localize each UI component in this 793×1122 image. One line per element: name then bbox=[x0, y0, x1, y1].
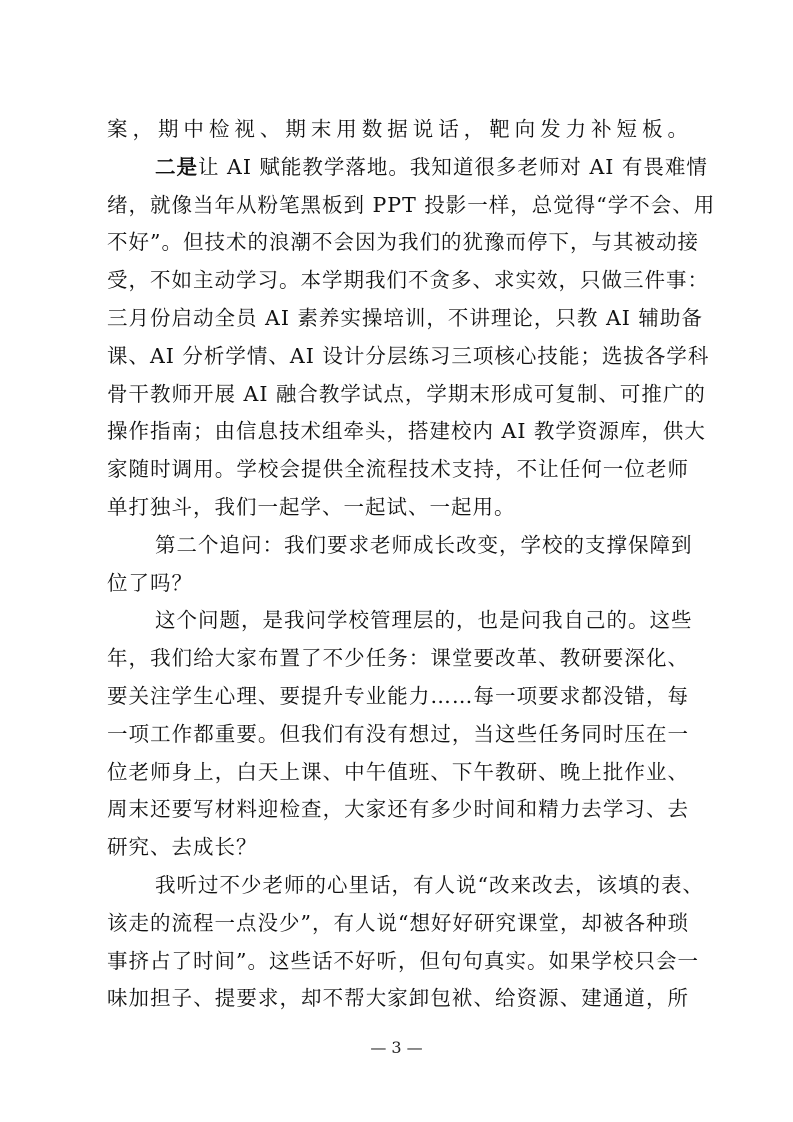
text-line bbox=[107, 149, 708, 187]
text-line: 三月份启动全员 AI 素养实操培训，不讲理论，只教 AI 辅助备 bbox=[107, 305, 703, 330]
text-line: 绪，就像当年从粉笔黑板到 PPT 投影一样，总觉得“学不会、用 bbox=[107, 192, 716, 217]
text-line: 位老师身上，白天上课、中午值班、下午教研、晚上批作业、 bbox=[107, 759, 689, 784]
text-line: 味加担子、提要求，却不帮大家卸包袱、给资源、建通道，所 bbox=[107, 986, 689, 1011]
text-line: 要关注学生心理、要提升专业能力……每一项要求都没错，每 bbox=[107, 683, 689, 708]
text-line: 家随时调用。学校会提供全流程技术支持，不让任何一位老师 bbox=[107, 457, 689, 482]
text-line: 事挤占了时间”。这些话不好听，但句句真实。如果学校只会一 bbox=[107, 948, 699, 973]
text-line: 骨干教师开展 AI 融合教学试点，学期末形成可复制、可推广的 bbox=[107, 381, 706, 406]
page-number: — 3 — bbox=[370, 1038, 423, 1057]
text-line: 周末还要写材料迎检查，大家还有多少时间和精力去学习、去 bbox=[107, 797, 689, 822]
emphasis-lead: 二是 bbox=[155, 154, 198, 179]
text-line-rest: 让 AI 赋能教学落地。我知道很多老师对 AI 有畏难情 bbox=[198, 154, 708, 179]
text-line: 单打独斗，我们一起学、一起试、一起用。 bbox=[107, 494, 516, 519]
text-line: 受，不如主动学习。本学期我们不贪多、求实效，只做三件事： bbox=[107, 268, 709, 293]
text-line: 位了吗？ bbox=[107, 570, 193, 595]
document-body bbox=[107, 111, 716, 1018]
text-line: 一项工作都重要。但我们有没有想过，当这些任务同时压在一 bbox=[107, 721, 689, 746]
text-line: 这个问题，是我问学校管理层的，也是问我自己的。这些 bbox=[155, 608, 693, 633]
text-line: 第二个追问：我们要求老师成长改变，学校的支撑保障到 bbox=[155, 532, 693, 557]
text-line: 课、AI 分析学情、AI 设计分层练习三项核心技能；选拔各学科 bbox=[107, 343, 710, 368]
text-line: 研究、去成长？ bbox=[107, 835, 258, 860]
text-line: 年，我们给大家布置了不少任务：课堂要改革、教研要深化、 bbox=[107, 646, 689, 671]
text-line: 我听过不少老师的心里话，有人说“改来改去，该填的表、 bbox=[155, 872, 704, 897]
text-line: 案，期中检视、期末用数据说话，靶向发力补短板。 bbox=[107, 117, 689, 141]
text-line: 该走的流程一点没少”，有人说“想好好研究课堂，却被各种琐 bbox=[107, 910, 689, 935]
text-line: 不好”。但技术的浪潮不会因为我们的犹豫而停下，与其被动接 bbox=[107, 230, 699, 255]
text-line: 操作指南；由信息技术组牵头，搭建校内 AI 教学资源库，供大 bbox=[107, 419, 706, 444]
